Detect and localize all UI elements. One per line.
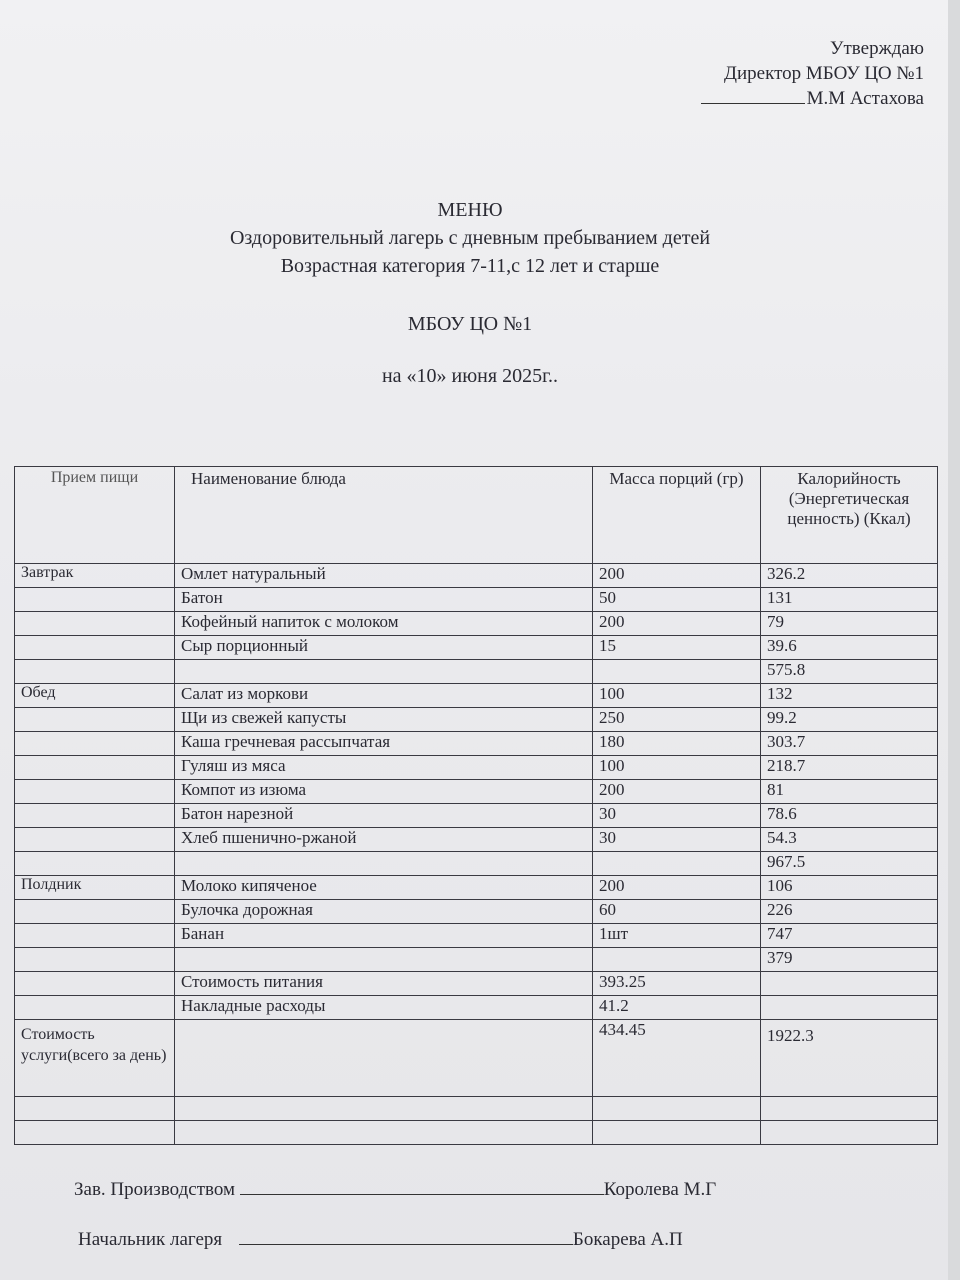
cost-value: 393.25 [593, 972, 761, 996]
empty-cell [593, 660, 761, 684]
empty-cell [593, 948, 761, 972]
header-meal: Прием пищи [15, 467, 175, 564]
table-row [15, 876, 938, 900]
empty-cell [175, 660, 593, 684]
table-row [15, 732, 938, 756]
dish-cell: Сыр порционный [175, 636, 593, 660]
service-kcal: 1922.3 [761, 1020, 938, 1097]
meal-label-snack: Полдник [15, 876, 175, 900]
empty-cell [761, 972, 938, 996]
empty-cell [15, 708, 175, 732]
empty-cell [593, 1121, 761, 1145]
dish-cell: Батон [175, 588, 593, 612]
kcal-cell: 78.6 [761, 804, 938, 828]
empty-cell [15, 828, 175, 852]
table-row [15, 756, 938, 780]
subtotal-row [15, 852, 938, 876]
table-row [15, 924, 938, 948]
signature-line [701, 103, 805, 104]
empty-cell [15, 780, 175, 804]
dish-cell: Омлет натуральный [175, 564, 593, 588]
dish-cell: Каша гречневая рассыпчатая [175, 732, 593, 756]
overhead-label: Накладные расходы [175, 996, 593, 1020]
subtotal-row [15, 948, 938, 972]
snack-total: 379 [761, 948, 938, 972]
kcal-cell: 303.7 [761, 732, 938, 756]
mass-cell: 200 [593, 612, 761, 636]
mass-cell: 1шт [593, 924, 761, 948]
cost-row [15, 972, 938, 996]
kcal-cell: 226 [761, 900, 938, 924]
empty-cell [15, 756, 175, 780]
service-label: Стоимость услуги(всего за день) [15, 1020, 175, 1097]
table-row [15, 612, 938, 636]
table-row [15, 900, 938, 924]
table-row [15, 684, 938, 708]
dish-cell: Щи из свежей капусты [175, 708, 593, 732]
age-category: Возрастная категория 7-11,с 12 лет и старше [280, 255, 660, 277]
table-row [15, 588, 938, 612]
mass-cell: 180 [593, 732, 761, 756]
kcal-cell: 81 [761, 780, 938, 804]
table-header [15, 467, 938, 564]
empty-cell [15, 636, 175, 660]
signature-line [239, 1244, 573, 1245]
empty-cell [15, 612, 175, 636]
production-label: Зав. Производством [74, 1179, 236, 1200]
empty-cell [175, 852, 593, 876]
empty-cell [15, 732, 175, 756]
service-value: 434.45 [593, 1020, 761, 1097]
meal-label-breakfast: Завтрак [15, 564, 175, 588]
table-row [15, 828, 938, 852]
kcal-cell: 747 [761, 924, 938, 948]
subtotal-row [15, 660, 938, 684]
signature-line [240, 1194, 604, 1195]
mass-cell: 30 [593, 828, 761, 852]
approval-signer-line [701, 86, 924, 111]
mass-cell: 100 [593, 684, 761, 708]
table-row [15, 804, 938, 828]
page-title: МЕНЮ [437, 199, 503, 221]
school-name: МБОУ ЦО №1 [407, 313, 533, 335]
menu-table [14, 466, 938, 1145]
table-row [15, 708, 938, 732]
mass-cell: 200 [593, 780, 761, 804]
dish-cell: Булочка дорожная [175, 900, 593, 924]
dish-cell: Молоко кипяченое [175, 876, 593, 900]
dish-cell: Гуляш из мяса [175, 756, 593, 780]
approval-block [701, 36, 924, 111]
table-row [15, 780, 938, 804]
empty-cell [15, 1121, 175, 1145]
empty-cell [761, 1097, 938, 1121]
empty-cell [175, 948, 593, 972]
kcal-cell: 131 [761, 588, 938, 612]
mass-cell: 250 [593, 708, 761, 732]
empty-cell [15, 588, 175, 612]
approval-signer: М.М Астахова [806, 88, 924, 109]
menu-date: на «10» июня 2025г.. [381, 365, 559, 387]
camp-label: Начальник лагеря [78, 1229, 223, 1250]
kcal-cell: 326.2 [761, 564, 938, 588]
dish-cell: Компот из изюма [175, 780, 593, 804]
empty-cell [15, 852, 175, 876]
empty-cell [761, 996, 938, 1020]
breakfast-total: 575.8 [761, 660, 938, 684]
empty-cell [15, 972, 175, 996]
empty-cell [15, 804, 175, 828]
empty-cell [593, 1097, 761, 1121]
approval-word: Утверждаю [830, 38, 924, 59]
empty-cell [175, 1097, 593, 1121]
dish-cell: Кофейный напиток с молоком [175, 612, 593, 636]
production-name: Королева М.Г [603, 1179, 717, 1200]
blank-row [15, 1121, 938, 1145]
camp-head-name: Бокарева А.П [572, 1229, 683, 1250]
table-row [15, 564, 938, 588]
signature-block [74, 1178, 716, 1278]
empty-cell [175, 1121, 593, 1145]
table-row [15, 636, 938, 660]
empty-cell [593, 852, 761, 876]
dish-cell: Батон нарезной [175, 804, 593, 828]
mass-cell: 50 [593, 588, 761, 612]
approval-position: Директор МБОУ ЦО №1 [724, 63, 924, 84]
kcal-cell: 99.2 [761, 708, 938, 732]
empty-cell [15, 948, 175, 972]
header-kcal: Калорийность (Энергетическая ценность) (Ккал) [761, 467, 938, 564]
empty-cell [15, 924, 175, 948]
production-signature [74, 1178, 716, 1202]
empty-cell [175, 1020, 593, 1097]
mass-cell: 200 [593, 564, 761, 588]
header-mass: Масса порций (гр) [593, 467, 761, 564]
mass-cell: 200 [593, 876, 761, 900]
empty-cell [15, 900, 175, 924]
cost-label: Стоимость питания [175, 972, 593, 996]
mass-cell: 100 [593, 756, 761, 780]
camp-name: Оздоровительный лагерь с дневным пребыванием детей [229, 227, 711, 249]
title-block [0, 196, 940, 390]
mass-cell: 60 [593, 900, 761, 924]
lunch-total: 967.5 [761, 852, 938, 876]
service-row [15, 1020, 938, 1097]
header-dish: Наименование блюда [175, 467, 593, 564]
kcal-cell: 54.3 [761, 828, 938, 852]
camp-signature [74, 1228, 716, 1252]
empty-cell [761, 1121, 938, 1145]
meal-label-lunch: Обед [15, 684, 175, 708]
mass-cell: 15 [593, 636, 761, 660]
dish-cell: Банан [175, 924, 593, 948]
empty-cell [15, 660, 175, 684]
kcal-cell: 39.6 [761, 636, 938, 660]
overhead-value: 41.2 [593, 996, 761, 1020]
dish-cell: Хлеб пшенично-ржаной [175, 828, 593, 852]
blank-row [15, 1097, 938, 1121]
empty-cell [15, 996, 175, 1020]
dish-cell: Салат из моркови [175, 684, 593, 708]
mass-cell: 30 [593, 804, 761, 828]
overhead-row [15, 996, 938, 1020]
kcal-cell: 79 [761, 612, 938, 636]
empty-cell [15, 1097, 175, 1121]
kcal-cell: 106 [761, 876, 938, 900]
kcal-cell: 218.7 [761, 756, 938, 780]
kcal-cell: 132 [761, 684, 938, 708]
